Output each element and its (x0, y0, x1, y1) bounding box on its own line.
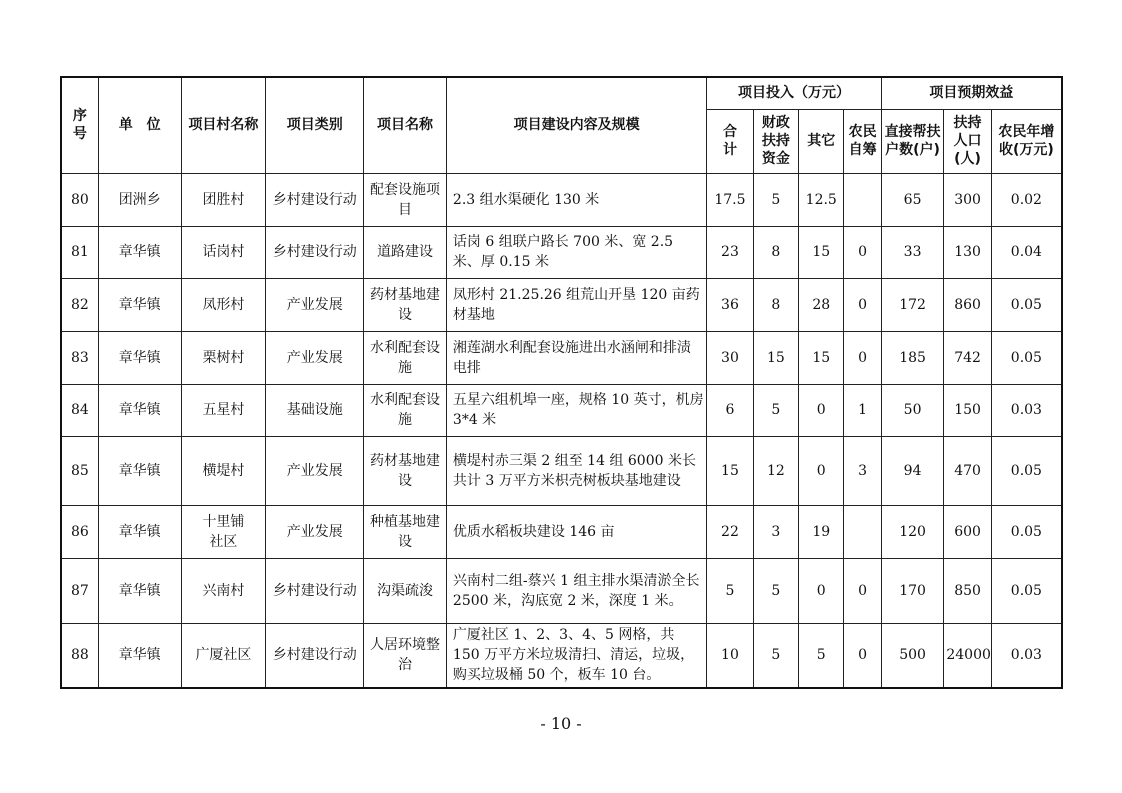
cell-village: 话岗村 (181, 226, 266, 278)
cell-content: 横堤村赤三渠 2 组至 14 组 6000 米长共计 3 万平方米枳壳树板块基地建设 (446, 436, 706, 505)
cell-category: 基础设施 (266, 384, 364, 436)
cell-people: 150 (944, 384, 991, 436)
cell-households: 172 (881, 278, 944, 331)
cell-content: 兴南村二组-蔡兴 1 组主排水渠清淤全长 2500 米，沟底宽 2 米，深度 1 米。 (446, 558, 706, 623)
cell-self (844, 173, 881, 226)
cell-households: 120 (881, 505, 944, 558)
cell-households: 94 (881, 436, 944, 505)
cell-other: 28 (799, 278, 844, 331)
cell-project-name: 水利配套设施 (364, 384, 447, 436)
cell-total: 36 (707, 278, 753, 331)
cell-village: 广厦社区 (181, 623, 266, 688)
cell-other: 5 (799, 623, 844, 688)
cell-seq: 84 (61, 384, 98, 436)
header-total: 合计 (707, 109, 753, 173)
cell-unit: 章华镇 (98, 505, 181, 558)
header-self: 农民自筹 (844, 109, 881, 173)
header-income: 农民年增收(万元) (991, 109, 1062, 173)
cell-seq: 80 (61, 173, 98, 226)
cell-total: 17.5 (707, 173, 753, 226)
cell-income: 0.03 (991, 384, 1062, 436)
cell-unit: 章华镇 (98, 436, 181, 505)
cell-category: 产业发展 (266, 278, 364, 331)
cell-content: 2.3 组水渠硬化 130 米 (446, 173, 706, 226)
cell-seq: 87 (61, 558, 98, 623)
cell-unit: 团洲乡 (98, 173, 181, 226)
cell-fiscal: 8 (753, 226, 798, 278)
cell-village: 兴南村 (181, 558, 266, 623)
header-benefit: 项目预期效益 (881, 77, 1062, 109)
cell-self: 0 (844, 278, 881, 331)
header-investment: 项目投入（万元） (707, 77, 882, 109)
table-row (61, 331, 1062, 384)
cell-village: 十里铺社区 (181, 505, 266, 558)
cell-income: 0.05 (991, 331, 1062, 384)
cell-self (844, 505, 881, 558)
cell-people: 742 (944, 331, 991, 384)
cell-total: 30 (707, 331, 753, 384)
cell-households: 50 (881, 384, 944, 436)
header-households: 直接帮扶户数(户) (881, 109, 944, 173)
cell-households: 185 (881, 331, 944, 384)
cell-total: 10 (707, 623, 753, 688)
cell-project-name: 配套设施项目 (364, 173, 447, 226)
cell-seq: 83 (61, 331, 98, 384)
cell-fiscal: 15 (753, 331, 798, 384)
cell-village: 团胜村 (181, 173, 266, 226)
cell-self: 0 (844, 623, 881, 688)
cell-unit: 章华镇 (98, 278, 181, 331)
header-people: 扶持人口(人) (944, 109, 991, 173)
cell-other: 15 (799, 331, 844, 384)
cell-category: 乡村建设行动 (266, 623, 364, 688)
cell-category: 产业发展 (266, 436, 364, 505)
cell-fiscal: 5 (753, 384, 798, 436)
cell-project-name: 人居环境整治 (364, 623, 447, 688)
cell-income: 0.03 (991, 623, 1062, 688)
cell-unit: 章华镇 (98, 384, 181, 436)
table-row (61, 226, 1062, 278)
cell-income: 0.05 (991, 278, 1062, 331)
cell-unit: 章华镇 (98, 226, 181, 278)
cell-other: 0 (799, 558, 844, 623)
cell-self: 0 (844, 226, 881, 278)
cell-project-name: 沟渠疏浚 (364, 558, 447, 623)
cell-category: 乡村建设行动 (266, 226, 364, 278)
cell-project-name: 种植基地建设 (364, 505, 447, 558)
cell-village: 五星村 (181, 384, 266, 436)
cell-content: 广厦社区 1、2、3、4、5 网格，共 150 万平方米垃圾清扫、清运，垃圾，购买垃圾桶 50 个，板车 10 台。 (446, 623, 706, 688)
cell-households: 33 (881, 226, 944, 278)
cell-other: 12.5 (799, 173, 844, 226)
cell-project-name: 道路建设 (364, 226, 447, 278)
cell-category: 乡村建设行动 (266, 558, 364, 623)
cell-self: 3 (844, 436, 881, 505)
cell-other: 0 (799, 436, 844, 505)
cell-seq: 82 (61, 278, 98, 331)
cell-category: 产业发展 (266, 505, 364, 558)
header-seq: 序号 (61, 77, 98, 173)
cell-total: 6 (707, 384, 753, 436)
cell-fiscal: 8 (753, 278, 798, 331)
table-row (61, 173, 1062, 226)
cell-total: 15 (707, 436, 753, 505)
cell-other: 19 (799, 505, 844, 558)
cell-total: 5 (707, 558, 753, 623)
cell-village: 栗树村 (181, 331, 266, 384)
cell-self: 1 (844, 384, 881, 436)
cell-people: 860 (944, 278, 991, 331)
cell-people: 470 (944, 436, 991, 505)
cell-content: 优质水稻板块建设 146 亩 (446, 505, 706, 558)
cell-unit: 章华镇 (98, 331, 181, 384)
cell-people: 300 (944, 173, 991, 226)
cell-seq: 86 (61, 505, 98, 558)
header-category: 项目类别 (266, 77, 364, 173)
cell-other: 0 (799, 384, 844, 436)
cell-income: 0.05 (991, 436, 1062, 505)
cell-village: 横堤村 (181, 436, 266, 505)
cell-self: 0 (844, 331, 881, 384)
cell-fiscal: 12 (753, 436, 798, 505)
cell-households: 65 (881, 173, 944, 226)
table-row (61, 436, 1062, 505)
header-fiscal: 财政扶持资金 (753, 109, 798, 173)
cell-category: 乡村建设行动 (266, 173, 364, 226)
cell-content: 凤形村 21.25.26 组荒山开垦 120 亩药材基地 (446, 278, 706, 331)
header-other: 其它 (799, 109, 844, 173)
cell-seq: 85 (61, 436, 98, 505)
cell-income: 0.05 (991, 505, 1062, 558)
cell-people: 600 (944, 505, 991, 558)
cell-fiscal: 5 (753, 558, 798, 623)
table-row (61, 558, 1062, 623)
cell-fiscal: 5 (753, 623, 798, 688)
cell-content: 湘莲湖水利配套设施进出水涵闸和排渍电排 (446, 331, 706, 384)
page-number: - 10 - (540, 714, 582, 733)
cell-village: 凤形村 (181, 278, 266, 331)
cell-households: 500 (881, 623, 944, 688)
cell-people: 130 (944, 226, 991, 278)
cell-households: 170 (881, 558, 944, 623)
table-row (61, 278, 1062, 331)
cell-content: 五星六组机埠一座，规格 10 英寸，机房 3*4 米 (446, 384, 706, 436)
table-row (61, 505, 1062, 558)
table-row (61, 623, 1062, 688)
cell-total: 23 (707, 226, 753, 278)
cell-seq: 88 (61, 623, 98, 688)
cell-project-name: 水利配套设施 (364, 331, 447, 384)
header-project-name: 项目名称 (364, 77, 447, 173)
header-unit: 单 位 (98, 77, 181, 173)
cell-income: 0.05 (991, 558, 1062, 623)
cell-project-name: 药材基地建设 (364, 436, 447, 505)
cell-other: 15 (799, 226, 844, 278)
cell-content: 话岗 6 组联户路长 700 米、宽 2.5 米、厚 0.15 米 (446, 226, 706, 278)
cell-self: 0 (844, 558, 881, 623)
cell-income: 0.02 (991, 173, 1062, 226)
table-row (61, 384, 1062, 436)
header-content: 项目建设内容及规模 (446, 77, 706, 173)
project-table (60, 76, 1063, 689)
cell-fiscal: 5 (753, 173, 798, 226)
cell-unit: 章华镇 (98, 623, 181, 688)
cell-seq: 81 (61, 226, 98, 278)
cell-people: 850 (944, 558, 991, 623)
cell-project-name: 药材基地建设 (364, 278, 447, 331)
cell-income: 0.04 (991, 226, 1062, 278)
header-village: 项目村名称 (181, 77, 266, 173)
cell-category: 产业发展 (266, 331, 364, 384)
cell-unit: 章华镇 (98, 558, 181, 623)
cell-total: 22 (707, 505, 753, 558)
cell-fiscal: 3 (753, 505, 798, 558)
cell-people: 24000 (944, 623, 991, 688)
